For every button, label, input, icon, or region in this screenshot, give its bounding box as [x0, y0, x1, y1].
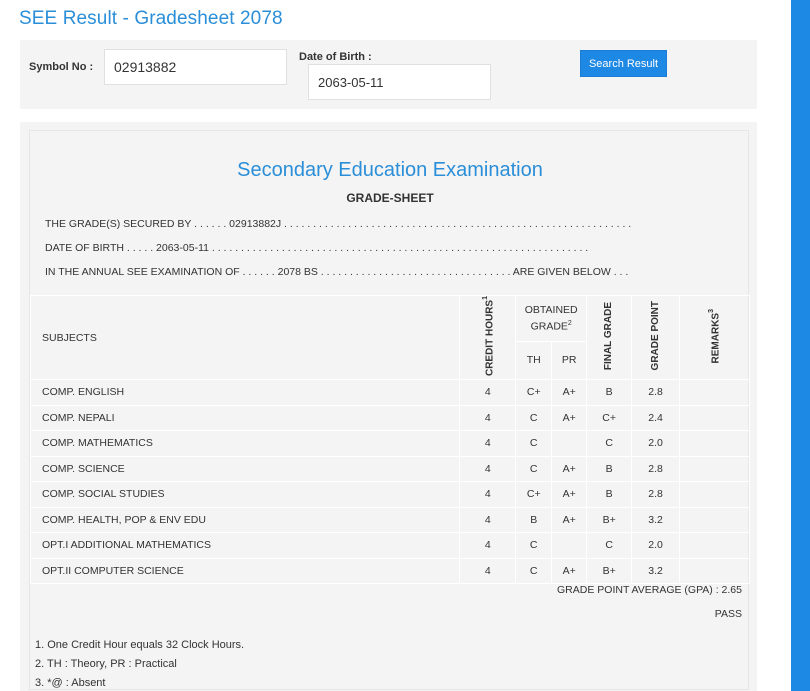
cell-remarks	[680, 558, 750, 584]
cell-credit-hours: 4	[460, 405, 516, 431]
cell-remarks	[680, 380, 750, 406]
header-pr: PR	[552, 341, 587, 379]
cell-final-grade: C	[587, 431, 632, 457]
cell-remarks	[680, 431, 750, 457]
cell-remarks	[680, 533, 750, 559]
cell-th-grade: B	[516, 507, 552, 533]
cell-final-grade: B	[587, 456, 632, 482]
cell-subject: OPT.II COMPUTER SCIENCE	[31, 558, 460, 584]
exam-year-line: IN THE ANNUAL SEE EXAMINATION OF . . . . . . 2078 BS . . . . . . . . . . . . . . . . . . . . . . . . . . . . . . . . . ARE GIVEN BELOW . . .	[45, 266, 629, 278]
result-status: PASS	[714, 608, 742, 620]
cell-grade-point: 3.2	[632, 558, 680, 584]
search-panel	[20, 40, 757, 109]
dob-line: DATE OF BIRTH . . . . . 2063-05-11 . . . . . . . . . . . . . . . . . . . . . . . . . . . . . . . . . . . . . . . . . . . . . . . . . . . . . . . . . . . . . . . . .	[45, 242, 589, 254]
right-edge-strip	[791, 0, 810, 691]
gradesheet-container	[20, 122, 757, 691]
cell-final-grade: B+	[587, 558, 632, 584]
cell-credit-hours: 4	[460, 380, 516, 406]
gpa-summary: GRADE POINT AVERAGE (GPA) : 2.65	[557, 584, 742, 596]
header-grade-point: GRADE POINT	[632, 296, 680, 380]
symbol-no-label: Symbol No :	[29, 61, 94, 73]
table-row	[31, 507, 750, 533]
cell-remarks	[680, 507, 750, 533]
cell-pr-grade	[552, 431, 587, 457]
exam-heading: Secondary Education Examination	[237, 159, 543, 181]
table-row	[31, 431, 750, 457]
cell-pr-grade: A+	[552, 380, 587, 406]
cell-credit-hours: 4	[460, 533, 516, 559]
header-obtained-grade: OBTAINED GRADE$^2$	[516, 296, 587, 342]
gradesheet-subheading: GRADE-SHEET	[346, 191, 434, 205]
cell-final-grade: B+	[587, 507, 632, 533]
cell-grade-point: 2.8	[632, 380, 680, 406]
cell-th-grade: C	[516, 405, 552, 431]
cell-final-grade: B	[587, 380, 632, 406]
header-remarks: REMARKS$^3$	[680, 296, 750, 380]
dob-label: Date of Birth :	[299, 51, 372, 63]
header-subjects: SUBJECTS	[31, 296, 460, 380]
footnote-item: 1. One Credit Hour equals 32 Clock Hours.	[35, 639, 245, 651]
cell-remarks	[680, 482, 750, 508]
cell-pr-grade	[552, 533, 587, 559]
cell-grade-point: 3.2	[632, 507, 680, 533]
cell-th-grade: C+	[516, 380, 552, 406]
cell-th-grade: C	[516, 533, 552, 559]
header-credit-hours: CREDIT HOURS$^1$	[460, 296, 516, 380]
cell-grade-point: 2.8	[632, 482, 680, 508]
footnote-item: 3. *@ : Absent	[35, 677, 106, 689]
cell-grade-point: 2.0	[632, 431, 680, 457]
table-row	[31, 456, 750, 482]
footnote-item: 2. TH : Theory, PR : Practical	[35, 658, 177, 670]
footnotes	[35, 636, 244, 691]
cell-remarks	[680, 405, 750, 431]
cell-credit-hours: 4	[460, 456, 516, 482]
cell-pr-grade: A+	[552, 405, 587, 431]
cell-credit-hours: 4	[460, 558, 516, 584]
cell-subject: COMP. NEPALI	[31, 405, 460, 431]
secured-by-line: THE GRADE(S) SECURED BY . . . . . . 02913882J . . . . . . . . . . . . . . . . . . . . . . . . . . . . . . . . . . . . . . . . . . . . . . . . . . . . . . . . . . . .	[45, 218, 632, 230]
table-row	[31, 533, 750, 559]
cell-subject: COMP. HEALTH, POP & ENV EDU	[31, 507, 460, 533]
table-row	[31, 482, 750, 508]
cell-pr-grade: A+	[552, 507, 587, 533]
table-row	[31, 405, 750, 431]
dob-input[interactable]	[308, 64, 491, 100]
table-row	[31, 380, 750, 406]
cell-grade-point: 2.0	[632, 533, 680, 559]
cell-subject: OPT.I ADDITIONAL MATHEMATICS	[31, 533, 460, 559]
cell-subject: COMP. SOCIAL STUDIES	[31, 482, 460, 508]
search-result-button[interactable]: Search Result	[580, 50, 667, 77]
table-header-row	[31, 296, 750, 342]
symbol-no-input[interactable]	[104, 49, 287, 85]
cell-final-grade: B	[587, 482, 632, 508]
cell-pr-grade: A+	[552, 558, 587, 584]
cell-pr-grade: A+	[552, 482, 587, 508]
cell-subject: COMP. ENGLISH	[31, 380, 460, 406]
cell-subject: COMP. MATHEMATICS	[31, 431, 460, 457]
grades-table	[30, 295, 750, 584]
table-row	[31, 558, 750, 584]
cell-grade-point: 2.4	[632, 405, 680, 431]
cell-th-grade: C	[516, 456, 552, 482]
cell-remarks	[680, 456, 750, 482]
cell-final-grade: C	[587, 533, 632, 559]
cell-th-grade: C	[516, 431, 552, 457]
grades-table-body	[31, 380, 750, 584]
header-th: TH	[516, 341, 552, 379]
cell-credit-hours: 4	[460, 431, 516, 457]
cell-credit-hours: 4	[460, 507, 516, 533]
cell-pr-grade: A+	[552, 456, 587, 482]
gradesheet	[29, 130, 749, 690]
page-title: SEE Result - Gradesheet 2078	[19, 8, 283, 29]
header-final-grade: FINAL GRADE	[587, 296, 632, 380]
cell-grade-point: 2.8	[632, 456, 680, 482]
cell-th-grade: C	[516, 558, 552, 584]
cell-credit-hours: 4	[460, 482, 516, 508]
cell-final-grade: C+	[587, 405, 632, 431]
cell-th-grade: C+	[516, 482, 552, 508]
cell-subject: COMP. SCIENCE	[31, 456, 460, 482]
